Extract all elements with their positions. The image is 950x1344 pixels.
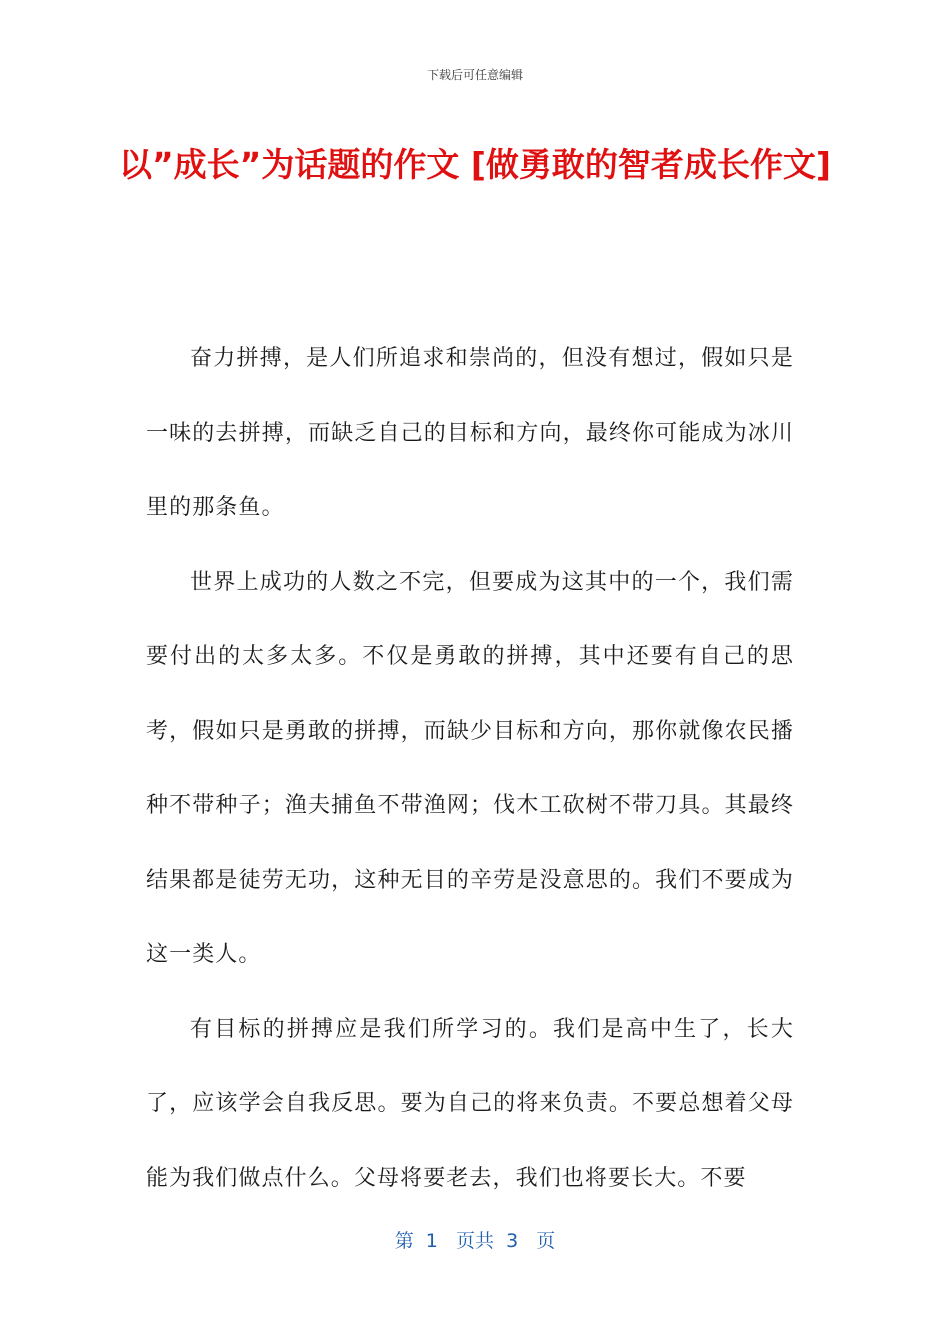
document-body	[146, 322, 794, 1216]
page-number-footer: 第 1 页共 3 页	[394, 1230, 556, 1252]
header-note: 下载后可任意编辑	[426, 68, 523, 82]
paragraph: 有目标的拼搏应是我们所学习的。我们是高中生了，长大了，应该学会自我反思。要为自己的将来负责。不要总想着父母能为我们做点什么。父母将要老去，我们也将要长大。不要	[146, 1016, 794, 1191]
paragraph: 世界上成功的人数之不完，但要成为这其中的一个，我们需要付出的太多太多。不仅是勇敢的拼搏，其中还要有自己的思考，假如只是勇敢的拼搏，而缺少目标和方向，那你就像农民播种不带种子；渔夫捕鱼不带渔网；伐木工砍树不带刀具。其最终结果都是徒劳无功，这种无目的辛劳是没意思的。我们不要成为这一类人。	[146, 569, 794, 967]
paragraph: 奋力拼搏，是人们所追求和崇尚的，但没有想过，假如只是一味的去拼搏，而缺乏自己的目标和方向，最终你可能成为冰川里的那条鱼。	[146, 346, 794, 520]
document-title: 以”成长”为话题的作文 [做勇敢的智者成长作文]	[118, 145, 832, 184]
